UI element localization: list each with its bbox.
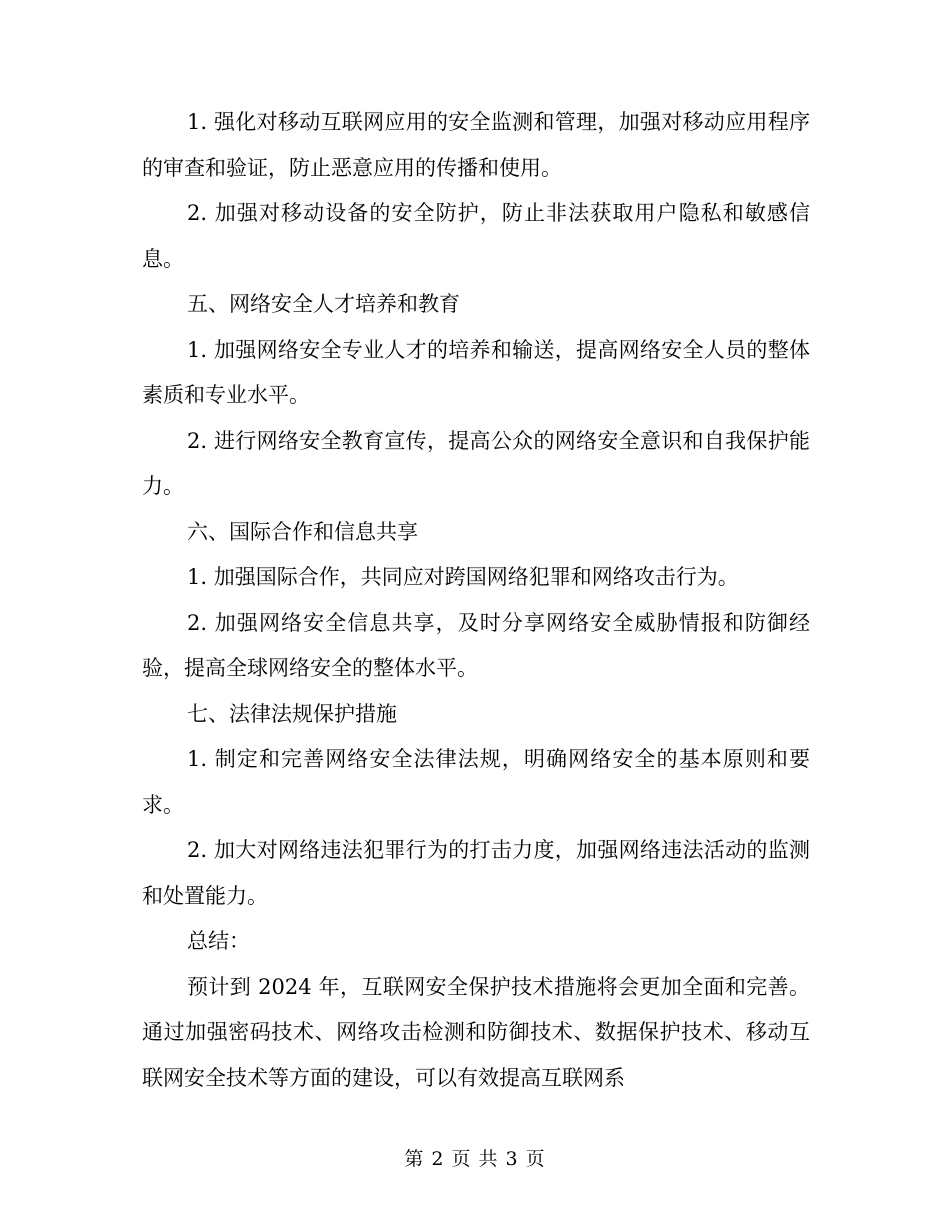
paragraph-security-education: 2. 进行网络安全教育宣传，提高公众的网络安全意识和自我保护能力。 <box>142 428 810 498</box>
paragraph-talent-training: 1. 加强网络安全专业人才的培养和输送，提高网络安全人员的整体素质和专业水平。 <box>142 337 810 407</box>
paragraph-law-enforcement: 2. 加大对网络违法犯罪行为的打击力度，加强网络违法活动的监测和处置能力。 <box>142 838 810 908</box>
paragraph-mobile-app-security: 1. 强化对移动互联网应用的安全监测和管理，加强对移动应用程序的审查和验证，防止恶意应用的传播和使用。 <box>142 110 810 180</box>
section-heading-talent: 五、网络安全人才培养和教育 <box>187 292 460 316</box>
section-heading-international: 六、国际合作和信息共享 <box>187 519 418 544</box>
section-heading-legal: 七、法律法规保护措施 <box>187 701 397 726</box>
document-body <box>142 100 810 1101</box>
paragraph-summary: 预计到 2024 年，互联网安全保护技术措施将会更加全面和完善。通过加强密码技术、网络攻击检测和防御技术、数据保护技术、移动互联网安全技术等方面的建设，可以有效提高互联网系 <box>142 974 810 1090</box>
paragraph-international-cooperation: 1. 加强国际合作，共同应对跨国网络犯罪和网络攻击行为。 <box>187 565 739 589</box>
summary-heading: 总结： <box>187 929 250 953</box>
paragraph-legal-framework: 1. 制定和完善网络安全法律法规，明确网络安全的基本原则和要求。 <box>142 747 810 817</box>
page-footer: 第 2 页 共 3 页 <box>404 1148 546 1170</box>
paragraph-mobile-device-protection: 2. 加强对移动设备的安全防护，防止非法获取用户隐私和敏感信息。 <box>142 201 810 271</box>
paragraph-information-sharing: 2. 加强网络安全信息共享，及时分享网络安全威胁情报和防御经验，提高全球网络安全的整体水平。 <box>142 610 810 680</box>
